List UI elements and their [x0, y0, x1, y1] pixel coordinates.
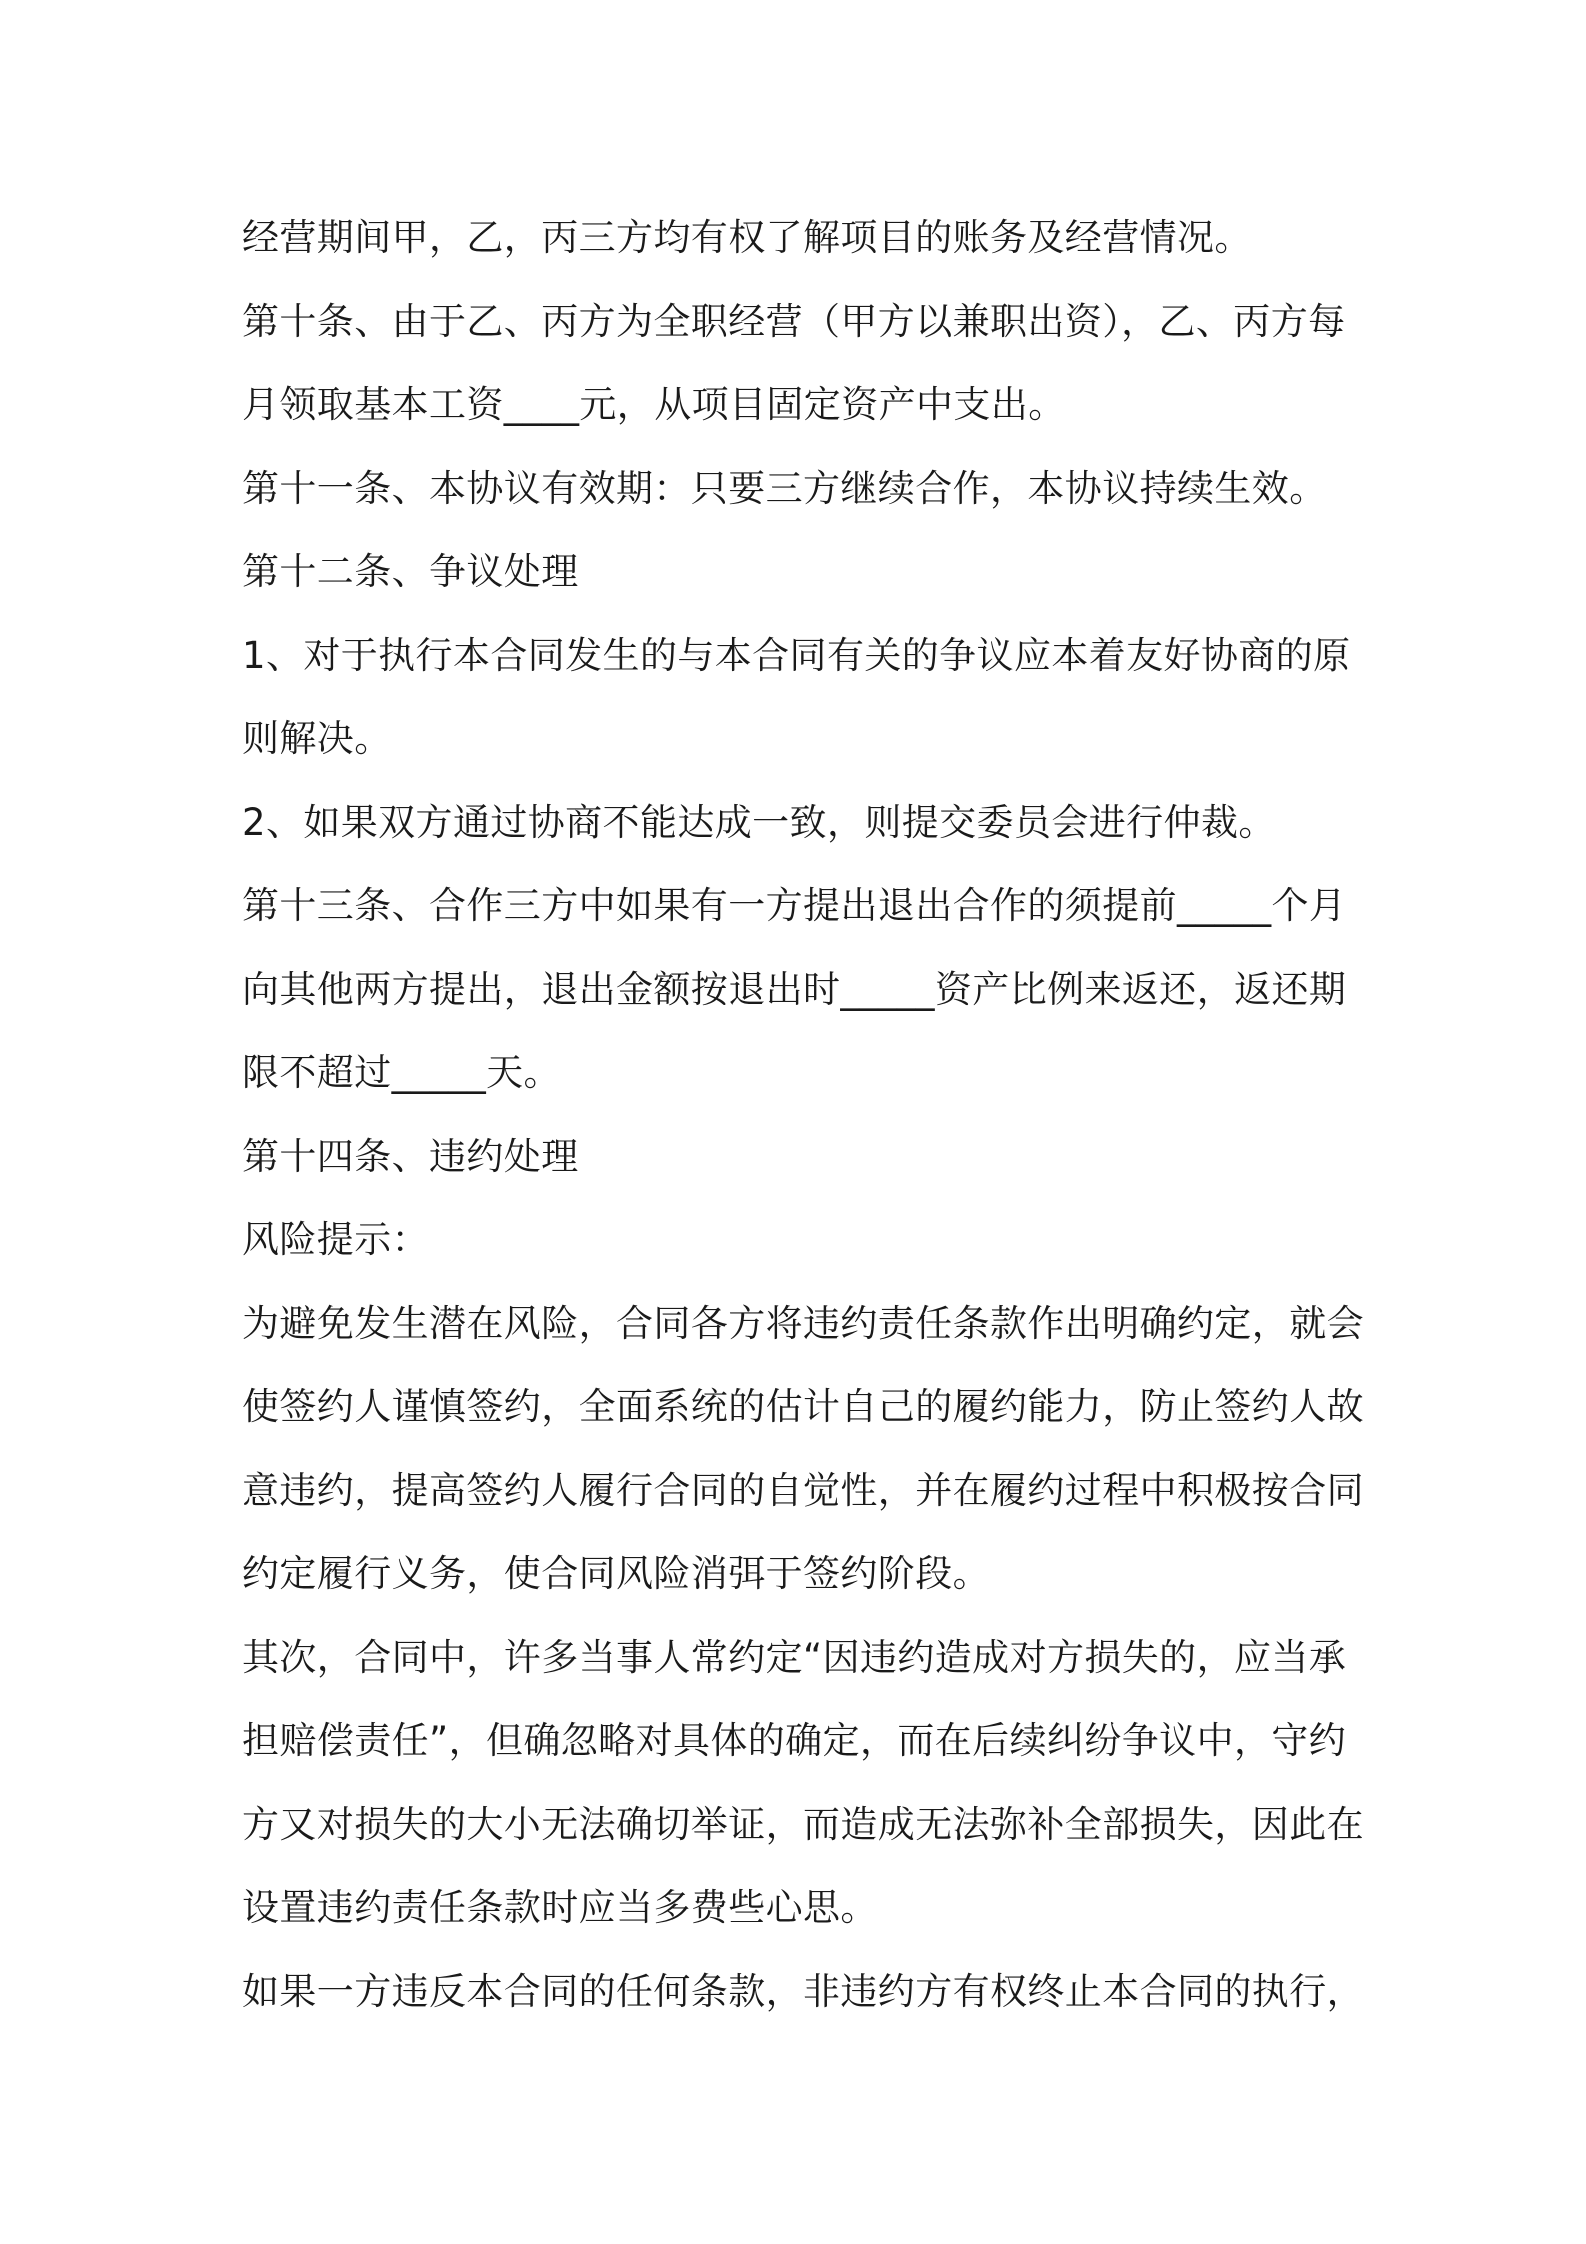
text-line: 意违约，提高签约人履行合同的自觉性，并在履约过程中积极按合同	[242, 1468, 1364, 1512]
section-heading: 第十四条、违约处理	[242, 1134, 579, 1178]
text-line: 第十一条、本协议有效期：只要三方继续合作，本协议持续生效。	[242, 466, 1327, 510]
text-line: 则解决。	[242, 717, 392, 760]
text-line: 设置违约责任条款时应当多费些心思。	[242, 1886, 878, 1929]
text-line: 方又对损失的大小无法确切举证，而造成无法弥补全部损失，因此在	[242, 1802, 1364, 1846]
risk-note-heading: 风险提示：	[242, 1218, 429, 1261]
document-body	[242, 196, 1364, 2033]
text-line: 经营期间甲，乙，丙三方均有权了解项目的账务及经营情况。	[242, 216, 1252, 259]
text-line: 如果一方违反本合同的任何条款，非违约方有权终止本合同的执行，	[242, 1969, 1364, 2013]
text-line: 限不超过_____天。	[242, 1051, 561, 1094]
text-line: 第十三条、合作三方中如果有一方提出退出合作的须提前_____个月	[242, 884, 1347, 927]
text-line: 2、如果双方通过协商不能达成一致，则提交委员会进行仲裁。	[242, 800, 1276, 844]
section-heading: 第十二条、争议处理	[242, 550, 579, 593]
text-line: 向其他两方提出，退出金额按退出时_____资产比例来返还，返还期	[242, 967, 1347, 1011]
text-line: 使签约人谨慎签约，全面系统的估计自己的履约能力，防止签约人故	[242, 1385, 1364, 1428]
text-line: 其次，合同中，许多当事人常约定“因违约造成对方损失的，应当承	[242, 1635, 1347, 1679]
text-line: 担赔偿责任”，但确忽略对具体的确定，而在后续纠纷争议中，守约	[242, 1719, 1347, 1762]
text-line: 第十条、由于乙、丙方为全职经营（甲方以兼职出资），乙、丙方每	[242, 299, 1346, 343]
text-line: 约定履行义务，使合同风险消弭于签约阶段。	[242, 1552, 990, 1595]
text-line: 1、对于执行本合同发生的与本合同有关的争议应本着友好协商的原	[242, 633, 1351, 677]
text-line: 为避免发生潜在风险，合同各方将违约责任条款作出明确约定，就会	[242, 1301, 1364, 1345]
text-line: 月领取基本工资____元，从项目固定资产中支出。	[242, 383, 1066, 426]
